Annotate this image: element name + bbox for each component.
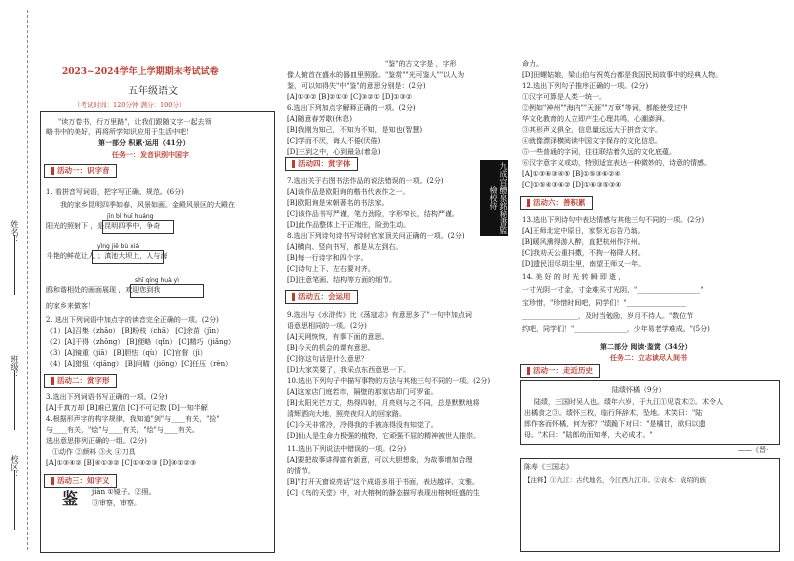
q13-d: [D]遗民泪尽胡尘里，南望王师又一年。 bbox=[522, 260, 646, 268]
q13-c: [C]我劝天公重抖擞，不拘一格降人材。 bbox=[522, 249, 645, 257]
exam-title: 2023~2024学年上学期期末考试试卷 bbox=[62, 67, 219, 77]
q10-stem: 10.选出下列句子中描写事物的方法与其他三句不同的一项。(2分) bbox=[287, 377, 491, 385]
name-label: 姓名： bbox=[10, 220, 19, 244]
q13-a: [A]王师北定中原日，家祭无忘告乃翁。 bbox=[522, 227, 645, 235]
q11-a: [A]要把故事讲得富有新意，可以大胆想象，为故事增加合理 bbox=[287, 456, 473, 464]
section-act2: 活动二：赏字形 bbox=[44, 374, 117, 388]
part1-heading: 第一部分 积累·运用（41分） bbox=[98, 138, 190, 147]
q12-opt-ab: [A]①③⑥③④⑤ [B]①⑤③⑥②④ bbox=[522, 170, 621, 178]
c3-line-2: [D]田螺姑娘，梁山伯与祝英台都是我国民间故事中的经典人物。 bbox=[522, 71, 723, 79]
q6-c: [C]学而不厌，诲人不倦(厌倦) bbox=[287, 137, 381, 145]
pinyin-3: shī qíng huà yì bbox=[135, 277, 179, 284]
q10-a: [A]这家店门庭若市，隔壁的那家店却门可罗雀。 bbox=[287, 388, 438, 396]
passage-line-2: 出橘食之③。绩怀三枚，临行拜辞术，坠地。术笑曰："陆 bbox=[524, 409, 703, 417]
pinyin-1: jīn bì huī huáng bbox=[107, 213, 154, 220]
intro-line-2: 略书中的美好，再将所学知识应用于生活中吧！ bbox=[46, 128, 193, 136]
section-act3: 活动三：知字义 bbox=[44, 474, 117, 488]
q5-options: [A]①③② [B]②①③ [C]③②① [D]①③② bbox=[287, 93, 412, 101]
q4-line-2: 与____有关，"烩"与____有关，"绘"与____有关。 bbox=[46, 426, 199, 434]
q4-line-3: 选出意思排列正确的一组。(2分) bbox=[46, 437, 147, 445]
q3-line-2: [A]千真万却 [B]难已置信 [C]不可记数 [D]一知半解 bbox=[46, 404, 208, 412]
q14-line-1: 14. 美 好 的 时 光 转 瞬 即 逝 ， bbox=[522, 273, 626, 281]
section-act6: 活动六：善积累 bbox=[520, 196, 593, 210]
task2-heading: 任务二：立志读尽人间书 bbox=[610, 353, 687, 362]
q5-big-char: 鉴 bbox=[62, 489, 79, 508]
q5-def-1: jiàn ①镜子。②照。 bbox=[92, 488, 156, 496]
q9-c: [C]你这句话是什么意思？ bbox=[287, 355, 368, 363]
section-act4: 活动四：赏字体 bbox=[285, 157, 358, 171]
q11-c: [C]《鸟的天堂》中，对大榕树的静态描写表现出榕树旺盛的生 bbox=[287, 489, 480, 497]
q8-stem: 8.选出下列诗句诗书写诗时官家顶关问正确的一项。(2分) bbox=[287, 232, 465, 240]
q6-a: [A]随意春芳歇(休息) bbox=[287, 115, 352, 123]
intro-line-1: "读万卷书，行万里路"，让我们跟随文字一起去领 bbox=[58, 118, 212, 126]
q14-line-3: 宝珍惜，"珍惜时间吧，同学们！"_________________ bbox=[522, 299, 686, 307]
q8-c: [C]诗句上下、左右要对齐。 bbox=[287, 265, 375, 273]
q9-line-2: 语意思相同的一项。(2分) bbox=[287, 322, 367, 330]
q6-b: [B]我刚为知己，不知为不知，是知也(智慧) bbox=[287, 126, 423, 134]
name-field[interactable] bbox=[14, 235, 16, 295]
school-label: 校区： bbox=[10, 455, 19, 479]
q12-4: ④就像漂泽横阅读中国文字保存的文化信息。 bbox=[522, 137, 662, 145]
q12-3: ③其形声义俱全，信息量远远大于拼音文字。 bbox=[522, 126, 662, 134]
q4-line-4: ①动作 ②颜料 ③火 ④刀具 bbox=[52, 448, 136, 456]
passage-title: 陆绩怀橘（9分） bbox=[612, 386, 666, 394]
q5-cont-2: 像人俯首在盛水的器皿里照脸。"鉴赏""光可鉴人""以人为 bbox=[287, 71, 465, 79]
q9-line-1: 9.选出与《水浒传》比《荡寇志》有意思多了"一句中加点词 bbox=[287, 311, 472, 319]
q12-1: ①汉字可算是人类一统一。 bbox=[522, 93, 606, 101]
q5-cont-3: 鉴，可以知得失"中"鉴"的意思分别是：(2分) bbox=[287, 82, 426, 90]
passage-line-1: 陆绩，三国时吴人也。绩年六岁，于九江①见袁术②。术令人 bbox=[534, 398, 723, 406]
q11-a2: 的情节。 bbox=[287, 467, 315, 475]
q13-b: [B]暖风熏得游人醉，直把杭州作汴州。 bbox=[522, 238, 645, 246]
q12-2b: 华文化教育的人立即产生心理共鸣，心潮澎湃。 bbox=[522, 115, 669, 123]
q14-line-2: 一寸光阴一寸金，寸金难买寸光阴，"__________________" bbox=[522, 286, 704, 294]
q12-6: ⑥汉字意字义或动，特别适宜表达一种微妙的，诗意的情感。 bbox=[522, 159, 711, 167]
task1-heading: 任务一：发音识别中国字 bbox=[112, 150, 189, 159]
q2-line-3: （2）[A]干得（zhōng） [B]便略（qǐn） [C]精巧（jiǎng） bbox=[46, 338, 236, 346]
q1-line-6: 的家乡来做客！ bbox=[46, 302, 95, 310]
q4-line-5: [A]①③④② [B]④①③② [C]①④②③ [D]④①②③ bbox=[46, 459, 197, 467]
passage-line-4: 母。"术曰："陆郎幼而知孝，大必成才。" bbox=[524, 431, 653, 439]
q9-a: [A]天网恢恢，有事下面的意思。 bbox=[287, 333, 389, 341]
q10-b: [B]太阳光芒万丈，热得四射，月亮则与之不同，总是默默地将 bbox=[287, 399, 480, 407]
passage-note: 【注释】①九江：古代地名，今江西九江市。②袁术：袁绍的族 bbox=[524, 476, 706, 484]
c3-line-1: 命力。 bbox=[522, 60, 543, 68]
q10-d: [D]仙人是生命力极强的植物，它顽强不屈的精神被世人推崇。 bbox=[287, 432, 481, 440]
q14-line-5: 约吧，同学们！"_______________，少年易老学难成。"(5分) bbox=[522, 325, 710, 333]
pinyin-2: yǐng jiē bù xiá bbox=[97, 243, 140, 250]
q2-line-4: （3）[A]镜重（jiā） [B]胆怯（qù） [C]官督（jì） bbox=[46, 349, 207, 357]
binding-line bbox=[27, 10, 28, 550]
q5-def-2: ③审察，审察。 bbox=[92, 499, 141, 507]
q7-b: [B]欧阳询是宋朝著名的书法家。 bbox=[287, 199, 389, 207]
q3-line-1: 3.选出下列词语书写正确的一项。(2分) bbox=[46, 393, 168, 401]
subject-title: 五年级语文 bbox=[128, 86, 178, 97]
passage-ref: 陈寿《三国志》 bbox=[524, 463, 573, 471]
school-field[interactable] bbox=[14, 470, 16, 530]
q13-stem: 13.选出下列诗句中表达情感与其他三句不同的一项。(2分) bbox=[522, 216, 705, 224]
section-act5: 活动五：会运用 bbox=[285, 290, 358, 304]
class-field[interactable] bbox=[14, 370, 16, 430]
q10-b2: 清辉洒向大地，照亮夜归人的回家路。 bbox=[287, 410, 406, 418]
q1-line-1: 1. 看拼音写词语，把字写正确、规范。(6分) bbox=[46, 188, 184, 196]
q12-opt-cd: [C]①⑤④③⑥② [D]①⑥③⑤③④ bbox=[522, 181, 622, 189]
q7-stem: 7.选出关于右图书法作品的说法错误的一项。(2分) bbox=[287, 177, 444, 185]
calligraphy-image: 九成宫醴泉銘秘書監檢校侍 bbox=[480, 160, 508, 236]
q12-5: ⑤一些普通的字词，往往联结着久远的文化底蕴。 bbox=[522, 148, 676, 156]
q8-b: [B]每一行诗字和四个字。 bbox=[287, 254, 368, 262]
q1-line-2: 我的家乡昆明四季如春、风景如画。金殿风景区的大殿在 bbox=[60, 201, 235, 209]
q1-line-4: 斗艳的鲜花让人 ；滇池大坝上，人与海 bbox=[46, 252, 168, 260]
q1-line-5: 鸥和谐相处的画面展现 ，欢迎您到我 bbox=[46, 286, 161, 294]
q4-line-1: 4.根据形声字的构字规律，我知道"剑"与____有关，"捡" bbox=[46, 415, 220, 423]
q2-line-5: （4）[A]猎狙（qiāng） [B]问瞄（jiōng）[C]任压（rèn） bbox=[46, 360, 233, 368]
q12-2: ②例如"神州""海内""天涯""万章"等词，都能使受过中 bbox=[522, 104, 688, 112]
passage-source: ——《晋· bbox=[738, 446, 769, 454]
q1-line-3: 阳光的照射下 ，是昆明四季中，争奇 bbox=[46, 222, 161, 230]
q6-d: [D]三到之中，心到最急(着急) bbox=[287, 148, 381, 156]
q6-stem: 6.选出下列加点字解释正确的一项。(2分) bbox=[287, 104, 416, 112]
class-label: 班级： bbox=[10, 355, 19, 379]
exam-info: （考试时间：120分钟 满分：100分） bbox=[74, 101, 186, 109]
q8-a: [A]横向、竖向书写，都是从左到右。 bbox=[287, 243, 403, 251]
q7-a: [A]该作品是欧阳询的楷书代表作之一。 bbox=[287, 188, 410, 196]
q9-d: [D]大家笑要了，我采点东西意思一下。 bbox=[287, 366, 411, 374]
q7-d: [D]此作品整体上干正端庄，险劲生动。 bbox=[287, 221, 411, 229]
q14-line-4: ________________，及时当勉励，岁月不待人。"数位节 bbox=[522, 312, 694, 320]
q11-b: [B]"打开天窗说亮话"这个成语多用于书面，表达越详、文雅。 bbox=[287, 478, 480, 486]
q2-line-2: （1）[A]召集（zhāo） [B]粉枝（chā） [C]余苗（jīn） bbox=[46, 327, 223, 335]
passage-line-3: 郎作客而怀橘，何为邪？"绩跪下对曰："是橘甘，欲归以遗 bbox=[524, 420, 706, 428]
q7-c: [C]该作品书写严谨，笔力劲险，字形窄长，结构严谨。 bbox=[287, 210, 459, 218]
notes-box bbox=[520, 458, 780, 552]
section-act7: 活动一：走近历史 bbox=[520, 364, 600, 378]
part2-heading: 第二部分 阅读·鉴赏（34分） bbox=[600, 342, 692, 351]
section-act1: 活动一：识字音 bbox=[44, 164, 117, 178]
q12-stem: 12.选出下列句子推序正确的一项。(2分) bbox=[522, 82, 649, 90]
q10-c: [C]今天非常冷，冷得我的手被冻得没有知觉了。 bbox=[287, 421, 438, 429]
q8-d: [D]注意笔画、结构等方面的细节。 bbox=[287, 276, 397, 284]
q5-cont-1: "鉴"的古文字是 ，字形 bbox=[385, 60, 457, 68]
q2-line-1: 2. 选出下列词语中加点字的读音完全正确的一项。(2分) bbox=[46, 316, 219, 324]
q9-b: [B]今天的机会的课有意思。 bbox=[287, 344, 375, 352]
q11-stem: 11.选出下列说法中错误的一项。(2分) bbox=[287, 445, 407, 453]
